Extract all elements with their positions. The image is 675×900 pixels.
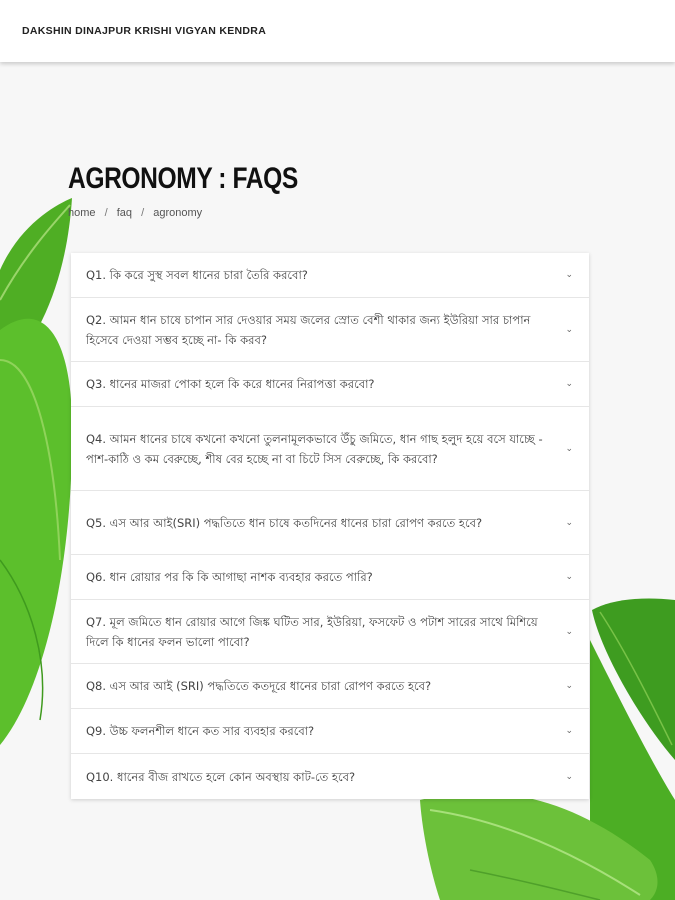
- faq-accordion: [71, 253, 589, 799]
- faq-item-q8[interactable]: [71, 664, 589, 709]
- faq-item-q7[interactable]: [71, 600, 589, 664]
- chevron-down-icon: ⌄: [565, 379, 573, 389]
- faq-question: Q4. আমন ধানের চাষে কখনো কখনো তুলনামূলকভাবে উঁচু জমিতে, ধান গাছ হলুদ হয়ে বসে যাচ্ছে - পাশ-কাঠি ও কম বেরুচ্ছে, শীষ বের হচ্ছে না বা চিটে সিস বেরুচ্ছে, কি করবো?: [86, 431, 543, 466]
- faq-item-q5[interactable]: [71, 491, 589, 555]
- chevron-down-icon: ⌄: [565, 681, 573, 691]
- breadcrumb-separator: /: [104, 207, 108, 219]
- breadcrumb-agronomy: agronomy: [153, 207, 203, 219]
- chevron-down-icon: ⌄: [565, 626, 573, 637]
- faq-item-q10[interactable]: [71, 754, 589, 799]
- faq-question: Q8. এস আর আই (SRI) পদ্ধতিতে কতদূরে ধানের চারা রোপণ করতে হবে?: [86, 679, 432, 693]
- site-brand[interactable]: DAKSHIN DINAJPUR KRISHI VIGYAN KENDRA: [22, 25, 267, 37]
- top-header: [0, 0, 675, 62]
- faq-item-q1[interactable]: [71, 253, 589, 298]
- faq-item-q3[interactable]: [71, 362, 589, 407]
- breadcrumb-home[interactable]: home: [68, 207, 96, 219]
- chevron-down-icon: ⌄: [565, 270, 573, 280]
- faq-question: Q10. ধানের বীজ রাখতে হলে কোন অবস্থায় কাট-তে হবে?: [86, 769, 356, 784]
- faq-question: Q6. ধান রোয়ার পর কি কি আগাছা নাশক ব্যবহার করতে পারি?: [86, 570, 373, 584]
- chevron-down-icon: ⌄: [565, 771, 573, 782]
- faq-question: Q1. কি করে সুস্থ সবল ধানের চারা তৈরি করবো?: [86, 268, 308, 282]
- faq-item-q2[interactable]: [71, 298, 589, 362]
- chevron-down-icon: ⌄: [565, 572, 573, 582]
- faq-question: Q3. ধানের মাজরা পোকা হলে কি করে ধানের নিরাপত্তা করবো?: [86, 377, 375, 391]
- faq-item-q9[interactable]: [71, 709, 589, 754]
- faq-question: Q5. এস আর আই(SRI) পদ্ধতিতে ধান চাষে কতদিনের ধানের চারা রোপণ করতে হবে?: [86, 515, 483, 530]
- faq-question: Q9. উচ্চ ফলনশীল ধানে কত সার ব্যবহার করবো?: [86, 724, 315, 738]
- breadcrumb-separator: /: [141, 207, 145, 219]
- faq-question: Q2. আমন ধান চাষে চাপান সার দেওয়ার সময় জলের স্রোত বেশী থাকার জন্য ইউরিয়া সার চাপান হিসেবে দেওয়া সম্ভব হচ্ছে না- কি করব?: [86, 312, 531, 347]
- chevron-down-icon: ⌄: [565, 324, 573, 335]
- chevron-down-icon: ⌄: [565, 726, 573, 736]
- faq-item-q6[interactable]: [71, 555, 589, 600]
- chevron-down-icon: ⌄: [565, 517, 573, 528]
- faq-question: Q7. মূল জমিতে ধান রোয়ার আগে জিঙ্ক ঘটিত সার, ইউরিয়া, ফসফেট ও পটাশ সারের সাথে মিশিয়ে দিলে কি ধানের ফলন ভালো পাবো?: [86, 614, 538, 649]
- chevron-down-icon: ⌄: [565, 443, 573, 454]
- faq-item-q4[interactable]: [71, 407, 589, 491]
- breadcrumb-faq[interactable]: faq: [116, 207, 133, 219]
- left-leaf-large: [0, 319, 72, 745]
- page-title: AGRONOMY : FAQS: [68, 162, 298, 195]
- breadcrumb: [68, 207, 202, 219]
